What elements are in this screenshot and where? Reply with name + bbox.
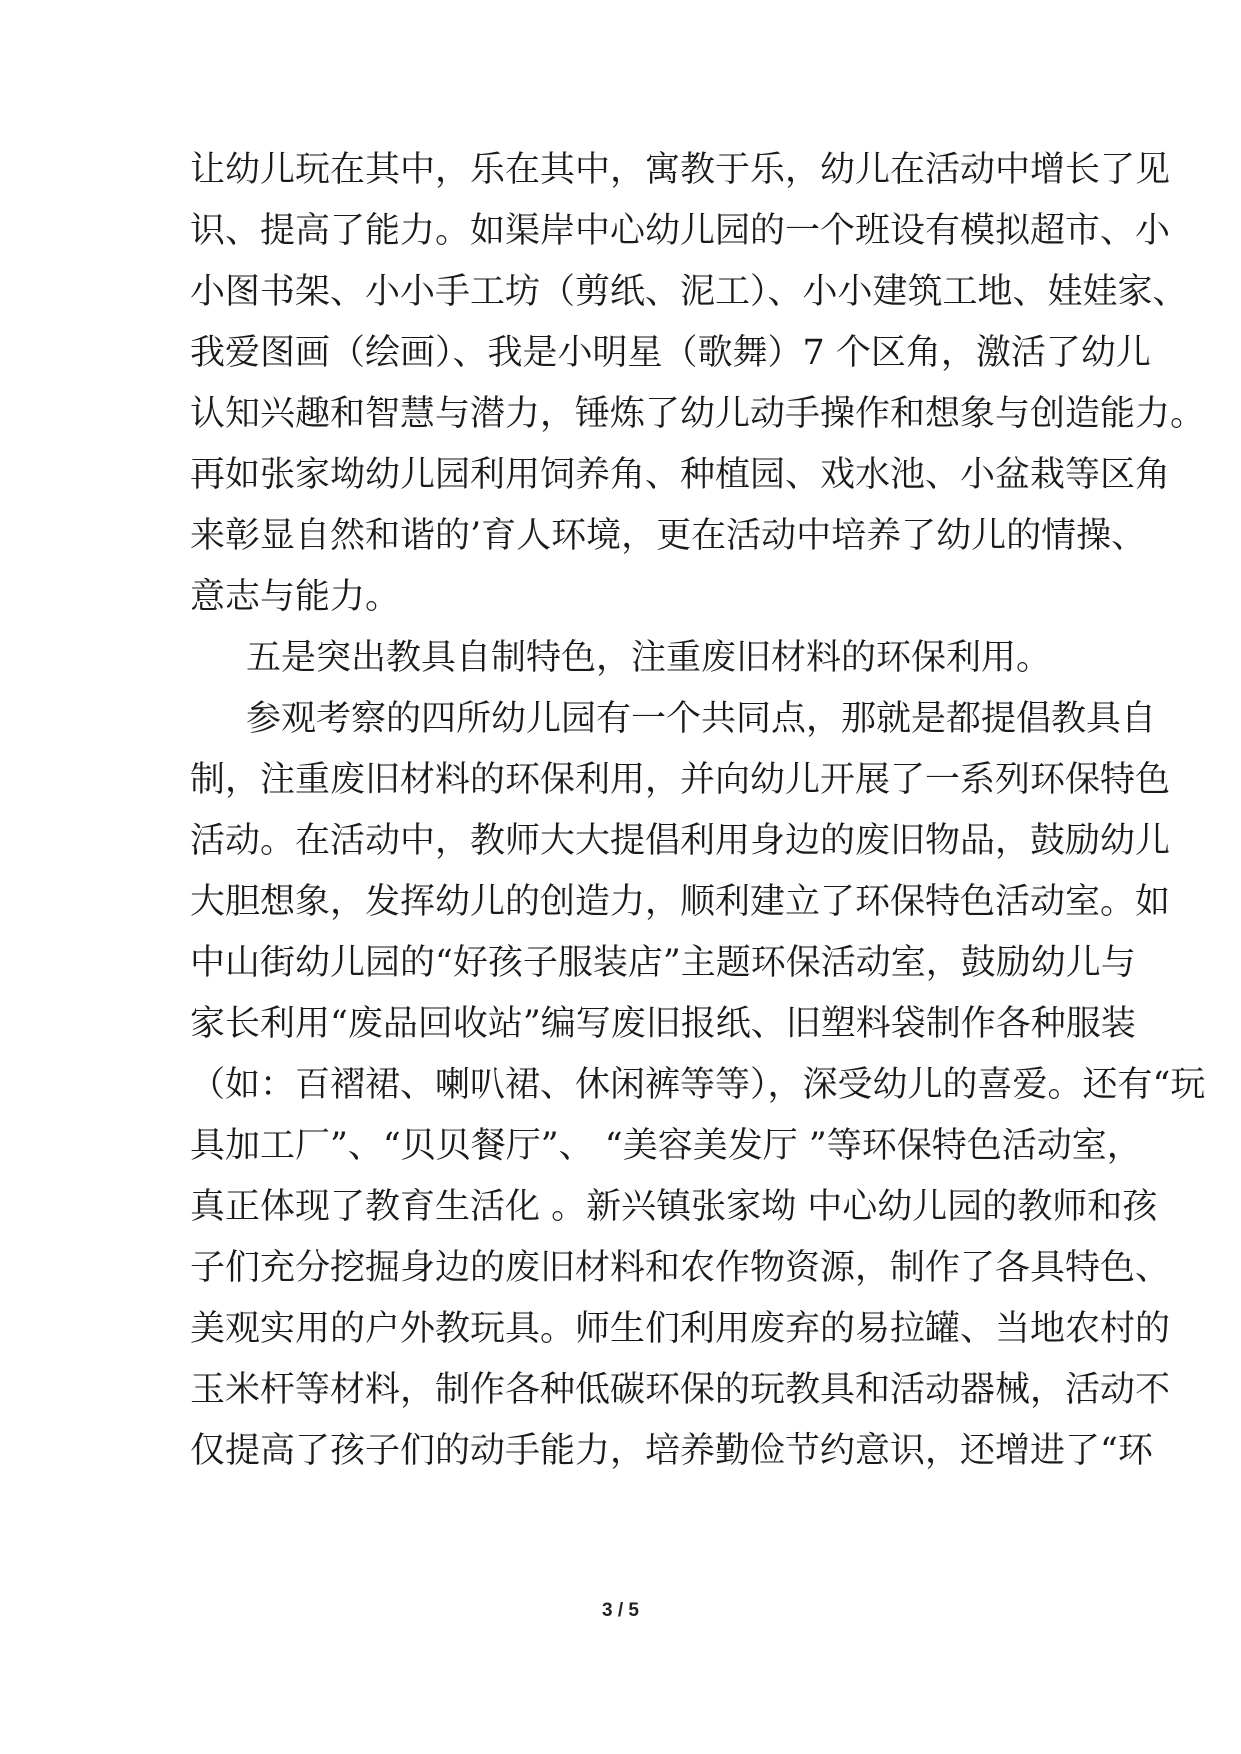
text-line: 制，注重废旧材料的环保利用，并向幼儿开展了一系列环保特色	[190, 760, 1171, 800]
text-line: 来彰显自然和谐的’育人环境，更在活动中培养了幼儿的情操、	[190, 516, 1147, 556]
text-line: 参观考察的四所幼儿园有一个共同点，那就是都提倡教具自	[246, 699, 1157, 739]
text-line: 识、提高了能力。如渠岸中心幼儿园的一个班设有模拟超市、小	[190, 211, 1171, 251]
text-line: 活动。在活动中，教师大大提倡利用身边的废旧物品，鼓励幼儿	[190, 821, 1171, 861]
text-line: 意志与能力。	[190, 577, 401, 617]
text-line: 玉米杆等材料，制作各种低碳环保的玩教具和活动器械，活动不	[190, 1370, 1171, 1410]
text-line: 仅提高了孩子们的动手能力，培养勤俭节约意识，还增进了“环	[190, 1431, 1153, 1471]
page-number: 3 / 5	[602, 1600, 639, 1621]
text-line: 我爱图画（绘画）、我是小明星（歌舞）7 个区角，激活了幼儿	[190, 333, 1151, 373]
text-line: 中山街幼儿园的“好孩子服装店”主题环保活动室，鼓励幼儿与	[190, 943, 1136, 983]
text-line: （如：百褶裙、喇叭裙、休闲裤等等），深受幼儿的喜爱。还有“玩	[190, 1065, 1206, 1105]
text-line: 认知兴趣和智慧与潜力，锤炼了幼儿动手操作和想象与创造能力。	[190, 394, 1206, 434]
section-heading: 五是突出教具自制特色，注重废旧材料的环保利用。	[246, 638, 1052, 678]
text-line: 家长利用“废品回收站”编写废旧报纸、旧塑料袋制作各种服装	[190, 1004, 1136, 1044]
text-line: 大胆想象，发挥幼儿的创造力，顺利建立了环保特色活动室。如	[190, 882, 1171, 922]
text-line: 具加工厂”、“贝贝餐厅”、 “美容美发厅 ”等环保特色活动室，	[190, 1126, 1142, 1166]
text-line: 让幼儿玩在其中，乐在其中，寓教于乐，幼儿在活动中增长了见	[190, 150, 1171, 190]
document-body	[190, 140, 1206, 1482]
text-line: 真正体现了教育生活化 。新兴镇张家坳 中心幼儿园的教师和孩	[190, 1187, 1158, 1227]
text-line: 小图书架、小小手工坊（剪纸、泥工）、小小建筑工地、娃娃家、	[190, 272, 1188, 312]
text-line: 美观实用的户外教玩具。师生们利用废弃的易拉罐、当地农村的	[190, 1309, 1171, 1349]
text-line: 再如张家坳幼儿园利用饲养角、种植园、戏水池、小盆栽等区角	[190, 455, 1171, 495]
text-line: 子们充分挖掘身边的废旧材料和农作物资源，制作了各具特色、	[190, 1248, 1171, 1288]
